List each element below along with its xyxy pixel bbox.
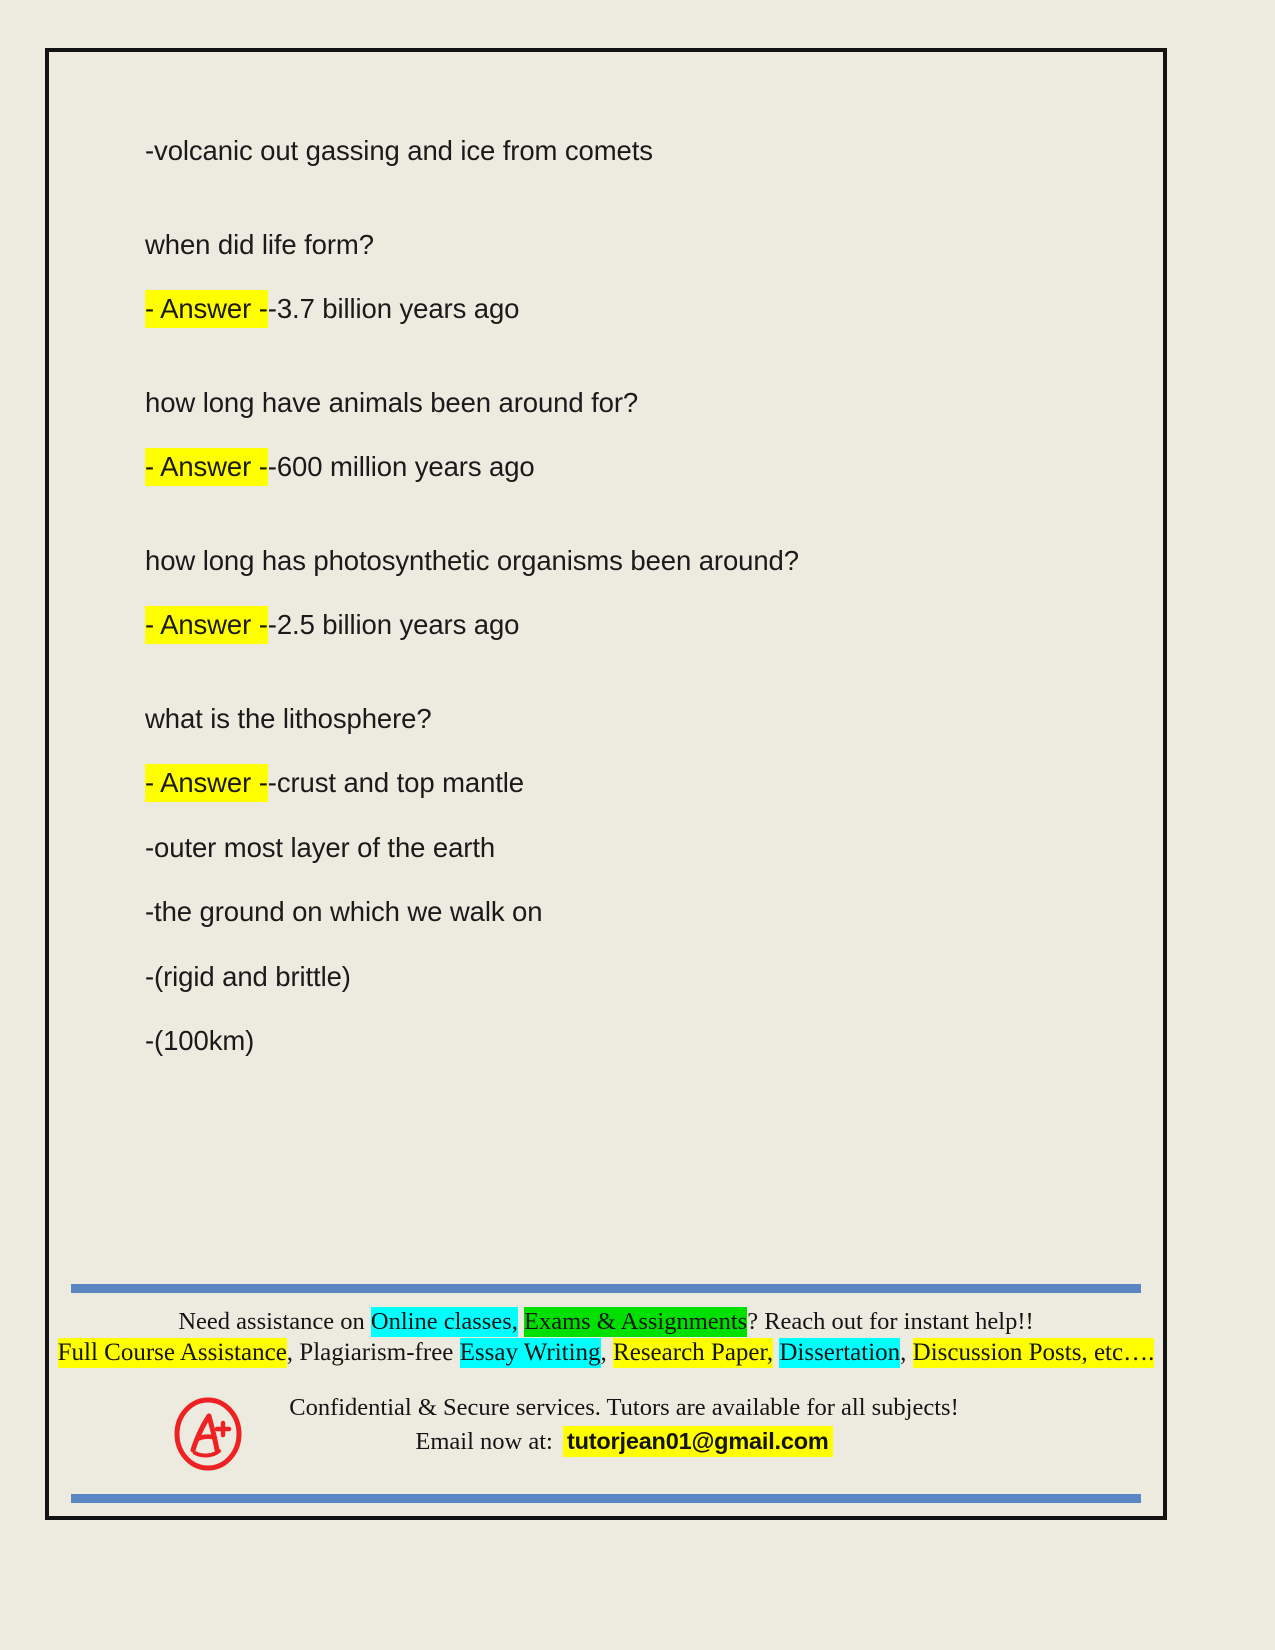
promo-online-classes: Online classes, xyxy=(370,1308,518,1335)
answer-highlight: - Answer - xyxy=(145,448,268,486)
note-line-outer-layer: -outer most layer of the earth xyxy=(145,831,496,863)
spacer xyxy=(145,861,1123,898)
spacer xyxy=(145,639,1123,705)
spacer xyxy=(145,416,1123,453)
note-line-question-lithosphere: what is the lithosphere? xyxy=(145,702,432,734)
answer-text: -2.5 billion years ago xyxy=(267,609,520,640)
answer-highlight: - Answer - xyxy=(145,606,268,644)
confidential-text: Confidential & Secure services. Tutors are available for all subjects! xyxy=(289,1394,959,1422)
note-line-volcanic: -volcanic out gassing and ice from comets xyxy=(145,135,653,166)
promo-line-2 xyxy=(49,1337,1163,1369)
answer-highlight: - Answer - xyxy=(145,764,268,802)
note-line-answer-animals xyxy=(145,453,1123,481)
spacer xyxy=(145,926,1123,963)
promo-sep-1: , xyxy=(600,1339,614,1367)
notes-body xyxy=(145,137,1123,1055)
spacer xyxy=(145,258,1123,295)
spacer xyxy=(145,797,1123,834)
promo-dissertation: Dissertation xyxy=(779,1339,901,1367)
spacer xyxy=(145,481,1123,547)
answer-highlight: - Answer - xyxy=(145,290,268,328)
spacer xyxy=(145,990,1123,1027)
footer-contact-block xyxy=(49,1391,1163,1487)
note-line-100km: -(100km) xyxy=(145,1025,255,1056)
answer-text: -crust and top mantle xyxy=(267,767,525,798)
footer-content xyxy=(49,1306,1163,1487)
promo-plagiarism-free: , Plagiarism-free xyxy=(286,1339,460,1367)
footer-divider-bottom xyxy=(71,1494,1141,1503)
document-page xyxy=(45,48,1167,1520)
note-line-answer-lithosphere xyxy=(145,769,1123,797)
promo-essay-writing: Essay Writing xyxy=(459,1339,601,1367)
spacer xyxy=(145,323,1123,389)
spacer xyxy=(145,574,1123,611)
email-address[interactable]: tutorjean01@gmail.com xyxy=(563,1426,833,1457)
note-line-answer-photosynthetic xyxy=(145,611,1123,639)
note-line-rigid-brittle: -(rigid and brittle) xyxy=(145,960,351,992)
promo-footer xyxy=(49,1284,1163,1516)
promo-exams-assignments: Exams & Assignments xyxy=(523,1308,748,1335)
promo-post: ? Reach out for instant help!! xyxy=(747,1308,1034,1335)
note-line-ground: -the ground on which we walk on xyxy=(145,896,543,927)
email-label: Email now at: xyxy=(415,1428,553,1456)
answer-text: -3.7 billion years ago xyxy=(267,293,520,324)
promo-discussion-posts: Discussion Posts, etc…. xyxy=(912,1339,1155,1367)
note-line-question-photosynthetic: how long has photosynthetic organisms been around? xyxy=(145,544,799,576)
promo-pre: Need assistance on xyxy=(178,1308,371,1335)
note-line-answer-life xyxy=(145,295,1123,323)
promo-research-paper: Research Paper, xyxy=(613,1339,774,1367)
a-plus-badge-icon xyxy=(171,1397,245,1471)
footer-divider-top xyxy=(71,1284,1141,1293)
note-line-question-life: when did life form? xyxy=(145,228,374,260)
promo-line-1 xyxy=(49,1306,1163,1337)
note-line-question-animals: how long have animals been around for? xyxy=(145,386,639,418)
promo-sep-2: , xyxy=(900,1339,913,1367)
spacer xyxy=(145,165,1123,231)
answer-text: -600 million years ago xyxy=(267,451,535,482)
spacer xyxy=(145,732,1123,769)
promo-full-course-assistance: Full Course Assistance xyxy=(57,1339,287,1367)
